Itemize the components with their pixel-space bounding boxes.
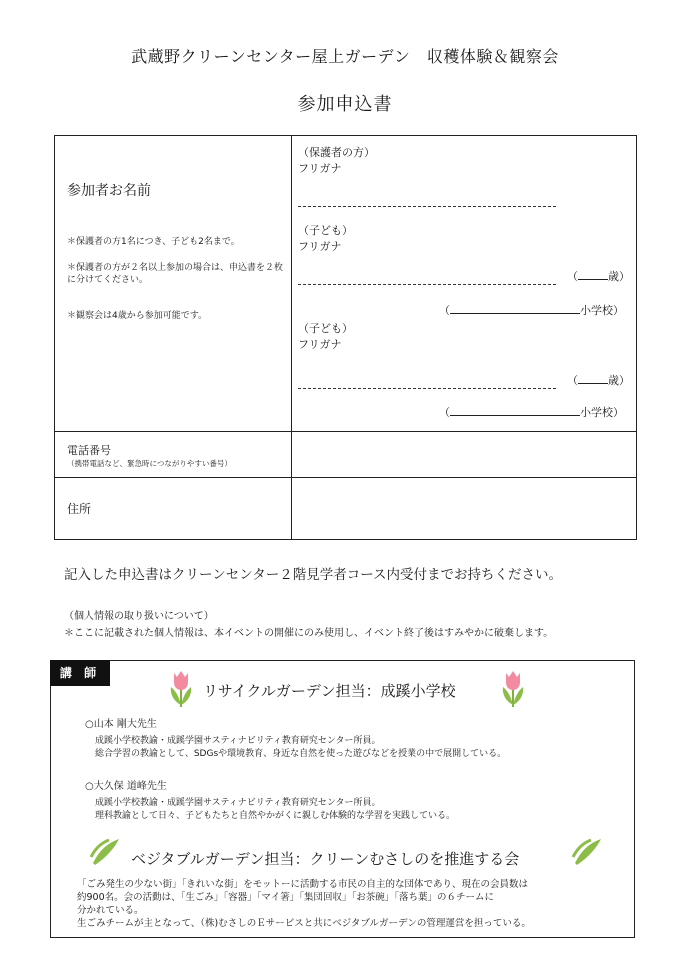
column-divider [291,136,292,539]
child1-furigana-label: フリガナ [298,240,342,253]
child1-school-field[interactable] [439,302,624,318]
garden-section-title-vegetable: ベジタブルガーデン担当：クリーンむさしのを推進する会 [131,850,520,868]
school-blank [450,406,580,416]
school-suffix: 小学校） [580,406,624,419]
lecturer-desc-yamamoto-2: 総合学習の教諭として、SDGsや環境教育、身近な自然を使った遊びなどを授業の中で展開している。 [95,749,507,759]
lecturer-name-okubo: ○大久保 道峰先生 [85,781,167,792]
address-label: 住所 [67,502,92,516]
child2-label: （子ども） [298,322,353,335]
lecturer-badge: 講 師 [50,660,110,686]
application-form-table [54,135,637,540]
paren-open: （ [567,374,578,387]
lecturer-section [50,660,635,938]
event-title: 武蔵野クリーンセンター屋上ガーデン 収穫体験＆観察会 [131,47,559,66]
vegetable-group-description [77,878,627,930]
vegetable-desc-line2: 約900名。会の活動は、「生ごみ」「容器」「マイ箸」「集団回収」「お茶碗」「落ち葉」の６チームに [77,892,494,903]
child2-school-field[interactable] [439,404,624,420]
participant-name-label: 参加者お名前 [67,183,151,199]
child1-age-field[interactable] [567,268,630,284]
garden-section-title-recycle: リサイクルガーデン担当：成蹊小学校 [203,682,456,700]
child1-label: （子ども） [298,224,353,237]
vegetable-desc-line3: 分かれている。 [77,905,144,916]
phone-sublabel: （携帯電話など、緊急時につながりやすい番号） [67,459,232,468]
lecturer-desc-okubo-2: 理科教諭として日々、子どもたちと自然やかがくに親しむ体験的な学習を実践している。 [95,811,456,821]
green-bean-icon [89,837,123,867]
child2-age-field[interactable] [567,372,630,388]
privacy-heading: （個人情報の取り扱いについて） [64,611,214,622]
form-title: 参加申込書 [297,94,393,115]
lecturer-desc-yamamoto-1: 成蹊小学校教諭・成蹊学園サスティナビリティ教育研究センター所員。 [95,736,381,746]
age-suffix: 歳） [608,270,630,283]
age-blank [578,374,608,384]
school-suffix: 小学校） [580,304,624,317]
row-divider [55,477,636,478]
guardian-name-field[interactable] [298,206,556,207]
tulip-icon [167,667,195,707]
guardian-label: （保護者の方） [298,146,375,159]
paren-open: （ [439,304,450,317]
lecturer-name-yamamoto: ○山本 剛大先生 [85,719,157,730]
child1-name-field[interactable] [298,284,556,285]
row-divider [55,431,636,432]
green-bean-icon [571,837,605,867]
age-suffix: 歳） [608,374,630,387]
paren-open: （ [439,406,450,419]
note-guardian-limit: ＊保護者の方1名につき、子ども2名まで。 [67,237,240,247]
paren-open: （ [567,270,578,283]
school-blank [450,304,580,314]
note-multiple-guardians: ＊保護者の方が２名以上参加の場合は、申込書を２枚に分けてください。 [67,263,284,285]
child2-name-field[interactable] [298,388,556,389]
vegetable-desc-line4: 生ごみチームが主となって、（株)むさしのＥサービスと共にベジタブルガーデンの管理運営を担っている。 [77,918,531,929]
privacy-notice: ＊ここに記載された個人情報は、本イベントの開催にのみ使用し、イベント終了後はすみやかに破棄します。 [64,628,554,639]
age-blank [578,270,608,280]
guardian-furigana-label: フリガナ [298,162,342,175]
vegetable-desc-line1: 「ごみ発生の少ない街」「きれいな街」をモットーに活動する市民の自主的な団体であり、現在の会員数は [77,879,528,890]
note-age-limit: ＊観察会は4歳から参加可能です。 [67,311,208,321]
lecturer-desc-okubo-1: 成蹊小学校教諭・成蹊学園サスティナビリティ教育研究センター所員。 [95,798,381,808]
submission-instruction: 記入した申込書はクリーンセンター２階見学者コース内受付までお持ちください。 [64,567,563,583]
phone-label: 電話番号 [67,444,111,457]
phone-field[interactable] [293,433,636,476]
address-field[interactable] [293,479,636,539]
child2-furigana-label: フリガナ [298,338,342,351]
tulip-icon [499,667,527,707]
